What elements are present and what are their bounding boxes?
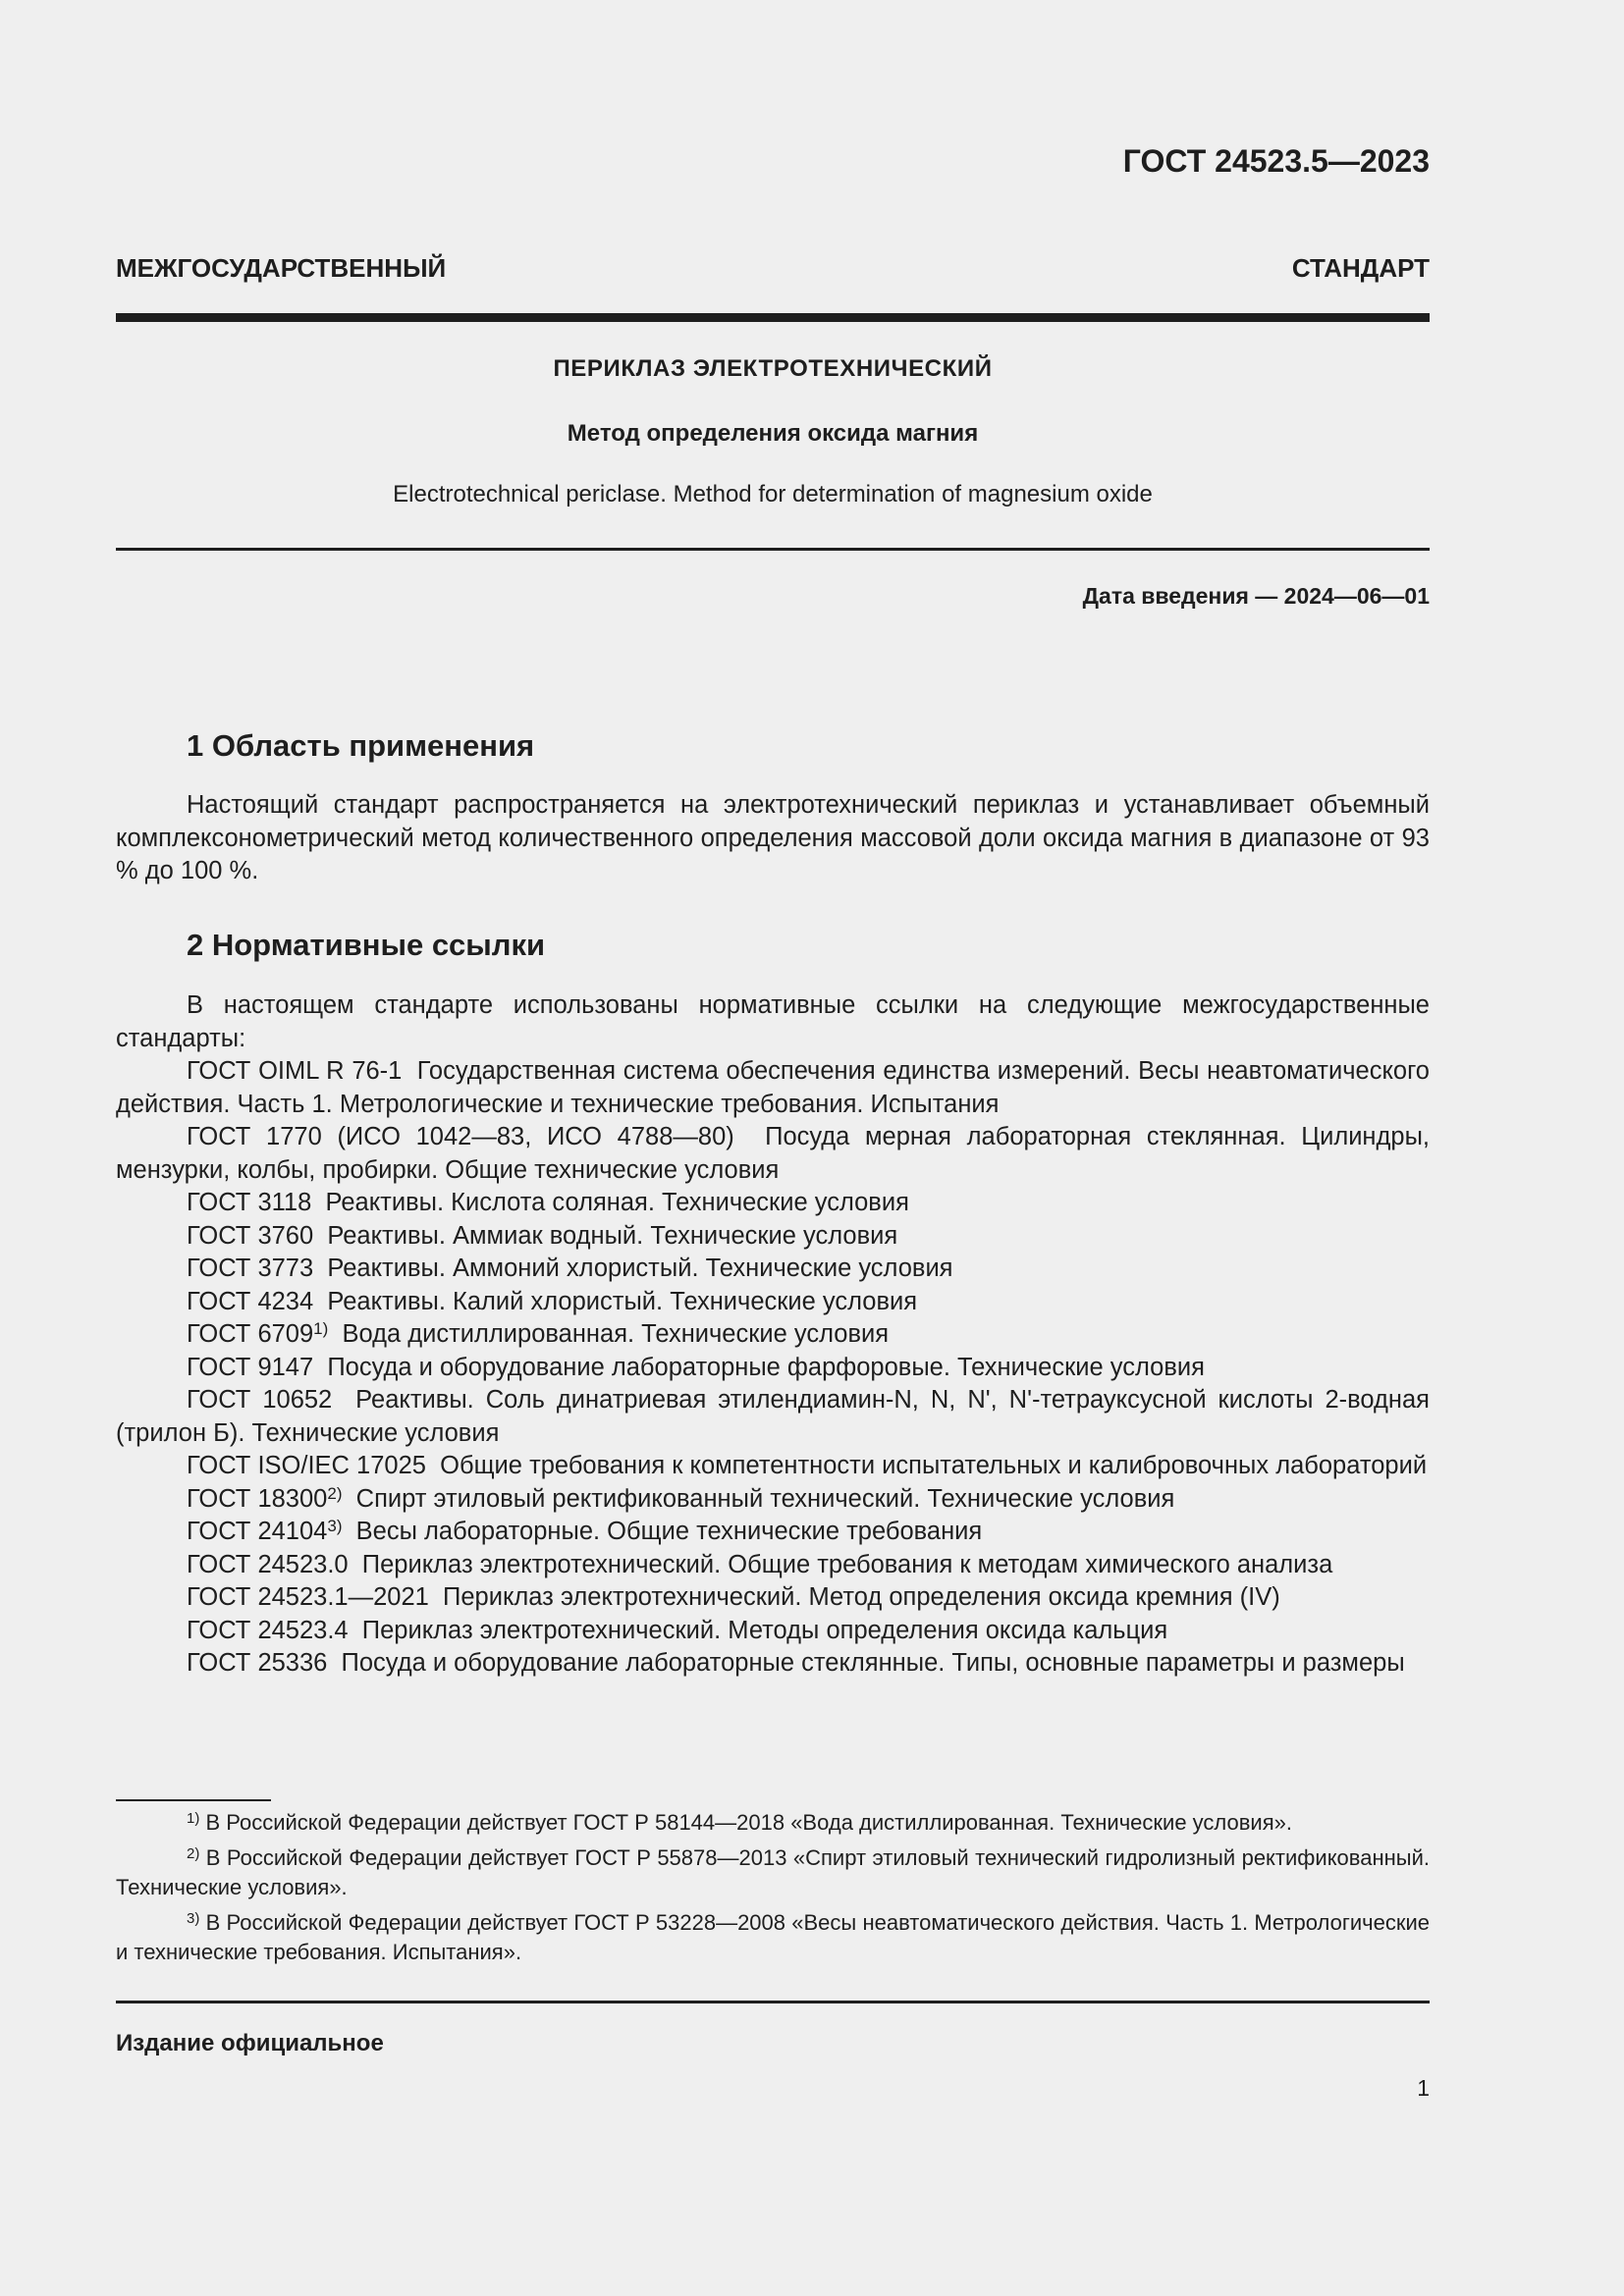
reference-code: ГОСТ 1770 (ИСО 1042—83, ИСО 4788—80): [187, 1123, 734, 1150]
reference-item: [116, 1450, 1430, 1483]
footnote-mark: 1): [187, 1810, 200, 1827]
reference-title: Реактивы. Соль динатриевая этилендиамин-N, N, N', N'-тетрауксусной кислоты 2-водная (трилон Б). Технические условия: [116, 1386, 1430, 1447]
normative-references-list: [116, 1055, 1430, 1681]
document-title-english: Electrotechnical periclase. Method for determination of magnesium oxide: [393, 481, 1153, 507]
document-number: ГОСТ 24523.5—2023: [1122, 143, 1430, 179]
reference-title: Спирт этиловый ректификованный технический. Технические условия: [355, 1484, 1175, 1513]
introduction-date: Дата введения — 2024—06—01: [1082, 583, 1430, 609]
reference-code: ГОСТ 3773: [187, 1255, 314, 1282]
footnotes: [116, 1808, 1430, 1973]
reference-item: [116, 1615, 1430, 1648]
reference-item: [116, 1055, 1430, 1121]
section-2-heading: 2 Нормативные ссылки: [187, 928, 546, 962]
reference-code: ГОСТ 6709: [187, 1320, 314, 1348]
reference-code: ГОСТ 25336: [187, 1649, 328, 1677]
reference-code: ГОСТ ISO/IEC 17025: [187, 1452, 426, 1479]
reference-item: [116, 1549, 1430, 1582]
footnote-separator: [116, 1799, 271, 1801]
document-page: [116, 0, 1430, 2296]
reference-item: [116, 1253, 1430, 1286]
reference-title: Государственная система обеспечения единства измерений. Весы неавтоматического действия. Часть 1. Метрологические и технические требования. Испытания: [116, 1057, 1430, 1118]
footnote-item: [116, 1908, 1430, 1967]
document-title: ПЕРИКЛАЗ ЭЛЕКТРОТЕХНИЧЕСКИЙ: [553, 355, 993, 382]
reference-item: [116, 1483, 1430, 1517]
reference-title: Посуда и оборудование лабораторные стеклянные. Типы, основные параметры и размеры: [341, 1649, 1405, 1677]
reference-code: ГОСТ 24104: [187, 1518, 328, 1545]
reference-title: Общие требования к компетентности испытательных и калибровочных лабораторий: [440, 1452, 1428, 1479]
reference-item: [116, 1220, 1430, 1254]
reference-code: ГОСТ 10652: [187, 1386, 333, 1414]
section-1-body: [116, 789, 1430, 888]
footnote-mark: 3): [187, 1910, 200, 1927]
reference-code: ГОСТ 24523.1—2021: [187, 1583, 429, 1611]
reference-code: ГОСТ 3760: [187, 1221, 314, 1250]
reference-title: Периклаз электротехнический. Общие требования к методам химического анализа: [361, 1550, 1333, 1578]
footnote-mark: 2): [327, 1483, 343, 1503]
header-rule: [116, 313, 1430, 322]
reference-code: ГОСТ 18300: [187, 1484, 328, 1513]
reference-item: [116, 1121, 1430, 1187]
reference-title: Реактивы. Аммиак водный. Технические условия: [327, 1221, 898, 1250]
reference-title: Периклаз электротехнический. Метод определения оксида кремния (IV): [443, 1583, 1280, 1611]
reference-title: Реактивы. Аммоний хлористый. Технические условия: [327, 1255, 953, 1282]
reference-title: Вода дистиллированная. Технические условия: [342, 1320, 890, 1348]
footnote-item: [116, 1808, 1430, 1838]
page-number: 1: [1417, 2075, 1430, 2101]
reference-item: [116, 1516, 1430, 1549]
reference-item: [116, 1647, 1430, 1681]
reference-item: [116, 1286, 1430, 1319]
interstate-standard-banner: МЕЖГОСУДАРСТВЕННЫЙ СТАНДАРТ: [116, 253, 1430, 283]
reference-code: ГОСТ 4234: [187, 1287, 314, 1315]
document-subtitle: Метод определения оксида магния: [567, 420, 979, 447]
section-1-paragraph: Настоящий стандарт распространяется на электротехнический периклаз и устанавливает объемный комплексонометрический метод количественного определения массовой доли оксида магния в диапазоне от 93 % до 100 %.: [116, 791, 1430, 884]
reference-title: Посуда и оборудование лабораторные фарфоровые. Технические условия: [327, 1353, 1205, 1381]
reference-code: ГОСТ 3118: [187, 1189, 312, 1216]
reference-code: ГОСТ 24523.4: [187, 1616, 349, 1644]
footnote-mark: 2): [187, 1845, 200, 1862]
footer-rule: [116, 2001, 1430, 2003]
reference-item: [116, 1187, 1430, 1220]
reference-code: ГОСТ OIML R 76-1: [187, 1057, 403, 1085]
reference-title: Реактивы. Калий хлористый. Технические условия: [327, 1287, 918, 1315]
reference-title: Периклаз электротехнический. Методы определения оксида кальция: [361, 1616, 1168, 1644]
reference-code: ГОСТ 24523.0: [187, 1550, 349, 1578]
footnote-item: [116, 1843, 1430, 1902]
reference-item: [116, 1352, 1430, 1385]
footnote-text: В Российской Федерации действует ГОСТ Р 55878—2013 «Спирт этиловый технический гидролизный ректификованный. Технические условия».: [116, 1845, 1430, 1899]
reference-item: [116, 1384, 1430, 1450]
section-2-intro: В настоящем стандарте использованы нормативные ссылки на следующие межгосударственные стандарты:: [116, 991, 1430, 1052]
reference-title: Весы лабораторные. Общие технические требования: [355, 1518, 983, 1545]
footnote-mark: 1): [313, 1319, 329, 1338]
footnote-mark: 3): [327, 1517, 343, 1535]
section-2-body: [116, 989, 1430, 1681]
reference-item: [116, 1318, 1430, 1352]
official-edition-label: Издание официальное: [116, 2030, 384, 2056]
title-rule: [116, 548, 1430, 551]
section-1-heading: 1 Область применения: [187, 728, 535, 763]
reference-item: [116, 1581, 1430, 1615]
footnote-text: В Российской Федерации действует ГОСТ Р 58144—2018 «Вода дистиллированная. Технические условия».: [205, 1810, 1292, 1835]
reference-title: Посуда мерная лабораторная стеклянная. Цилиндры, мензурки, колбы, пробирки. Общие технические условия: [116, 1123, 1430, 1184]
reference-title: Реактивы. Кислота соляная. Технические условия: [325, 1189, 909, 1216]
reference-code: ГОСТ 9147: [187, 1353, 314, 1381]
footnote-text: В Российской Федерации действует ГОСТ Р 53228—2008 «Весы неавтоматического действия. Часть 1. Метрологические и технические требования. Испытания».: [116, 1910, 1430, 1964]
